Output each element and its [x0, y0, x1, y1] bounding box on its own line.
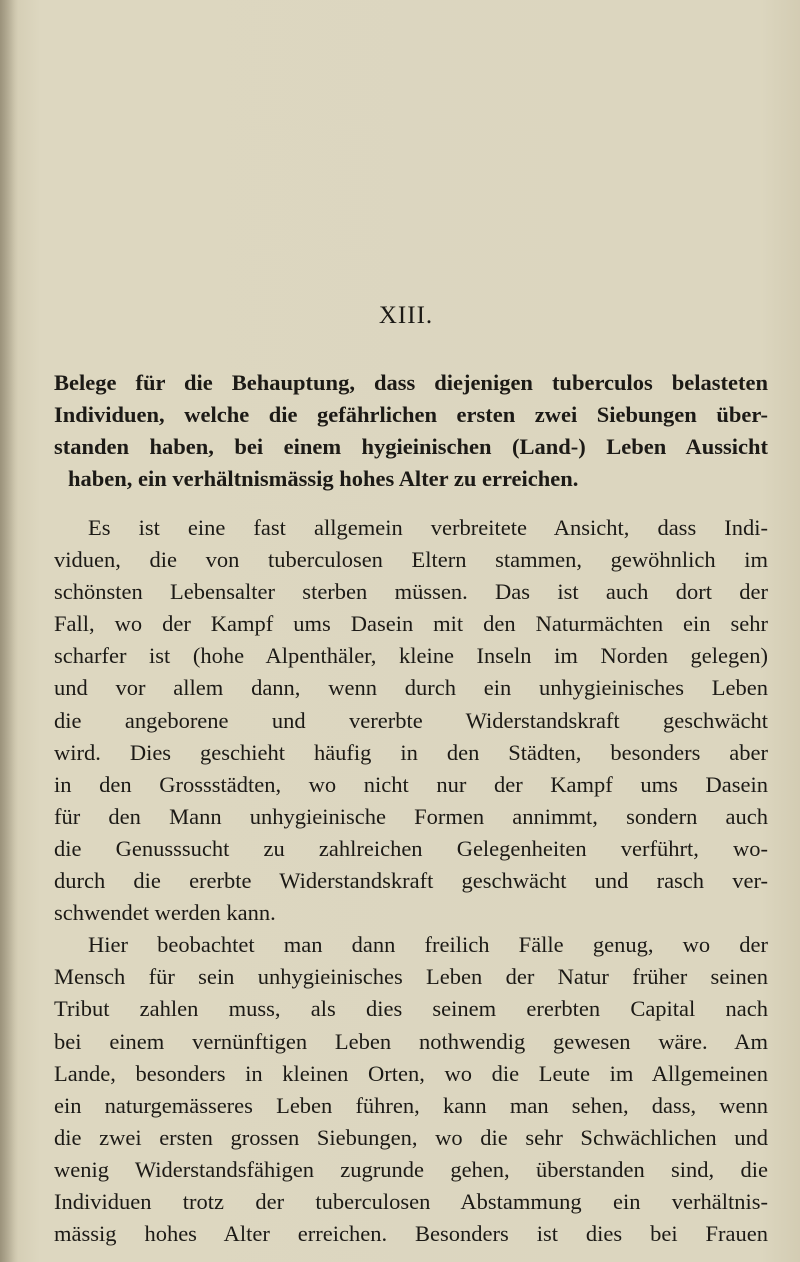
- page-spine-shadow: [0, 0, 18, 1262]
- heading-line: Individuen, welche die gefährlichen ersten zwei Siebungen über-: [54, 402, 768, 427]
- body-line: Hier beobachtet man dann freilich Fälle genug, wo der: [88, 932, 768, 958]
- heading-line: haben, ein verhältnismässig hohes Alter zu erreichen.: [68, 466, 579, 491]
- chapter-number: XIII.: [378, 302, 434, 329]
- body-line: die angeborene und vererbte Widerstandskraft geschwächt: [54, 707, 768, 733]
- chapter-heading: [54, 367, 768, 495]
- body-line: für den Mann unhygieinische Formen annimmt, sondern auch: [54, 803, 768, 829]
- body-line: scharfer ist (hohe Alpenthäler, kleine Inseln im Norden gelegen): [54, 643, 768, 669]
- body-text: [54, 512, 768, 1250]
- body-line: Tribut zahlen muss, als dies seinem ererbten Capital nach: [54, 996, 768, 1022]
- body-line: schönsten Lebensalter sterben müssen. Das ist auch dort der: [54, 579, 768, 605]
- body-line: Es ist eine fast allgemein verbreitete Ansicht, dass Indi-: [88, 515, 768, 540]
- body-line: bei einem vernünftigen Leben nothwendig gewesen wäre. Am: [54, 1028, 768, 1054]
- body-line: Fall, wo der Kampf ums Dasein mit den Naturmächten ein sehr: [54, 611, 768, 637]
- body-line: mässig hohes Alter erreichen. Besonders ist dies bei Frauen: [54, 1221, 768, 1247]
- body-line: durch die ererbte Widerstandskraft geschwächt und rasch ver-: [54, 868, 768, 894]
- body-line: viduen, die von tuberculosen Eltern stammen, gewöhnlich im: [54, 547, 768, 573]
- body-line: wenig Widerstandsfähigen zugrunde gehen, überstanden sind, die: [54, 1156, 768, 1182]
- heading-line: standen haben, bei einem hygieinischen (Land-) Leben Aussicht: [54, 434, 768, 459]
- body-line: wird. Dies geschieht häufig in den Städten, besonders aber: [54, 739, 768, 765]
- body-line: in den Grossstädten, wo nicht nur der Kampf ums Dasein: [54, 771, 768, 797]
- body-line: Mensch für sein unhygieinisches Leben der Natur früher seinen: [54, 964, 768, 990]
- body-line: schwendet werden kann.: [54, 900, 276, 926]
- body-line: die zwei ersten grossen Siebungen, wo die sehr Schwächlichen und: [54, 1124, 768, 1150]
- body-line: Lande, besonders in kleinen Orten, wo die Leute im Allgemeinen: [54, 1060, 768, 1086]
- body-line: die Genusssucht zu zahlreichen Gelegenheiten verführt, wo-: [54, 835, 768, 861]
- body-line: und vor allem dann, wenn durch ein unhygieinisches Leben: [54, 675, 768, 701]
- heading-line: Belege für die Behauptung, dass diejenigen tuberculos belasteten: [54, 370, 768, 395]
- body-line: Individuen trotz der tuberculosen Abstammung ein verhältnis-: [54, 1188, 768, 1214]
- body-line: ein naturgemässeres Leben führen, kann man sehen, dass, wenn: [54, 1092, 768, 1118]
